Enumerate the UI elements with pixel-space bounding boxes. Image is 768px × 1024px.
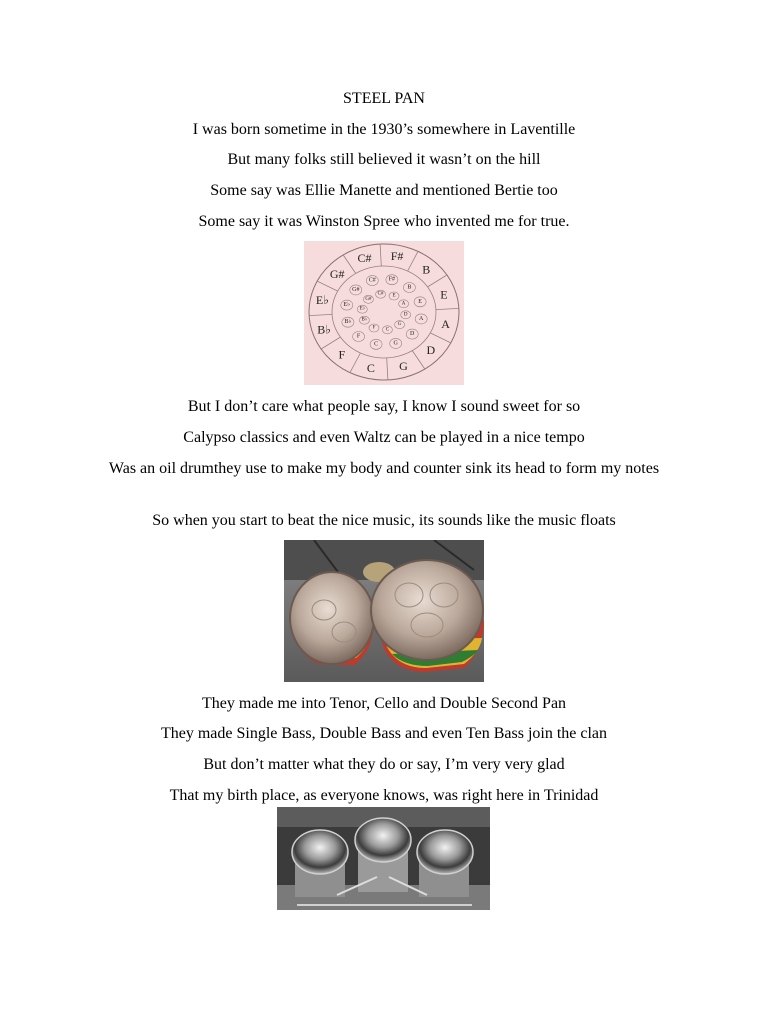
poem-line: Calypso classics and even Waltz can be played in a nice tempo: [183, 429, 585, 446]
poem-line: But don’t matter what they do or say, I’m very very glad: [203, 756, 565, 773]
center-note-label: A: [401, 301, 406, 307]
poem-line: They made Single Bass, Double Bass and even Ten Bass join the clan: [160, 725, 608, 742]
outer-note-label: G#: [329, 266, 345, 281]
center-note-label: C#: [377, 291, 384, 297]
center-note-label: B♭: [361, 317, 368, 323]
inner-note-label: F#: [388, 276, 396, 283]
diagram-divider: [430, 333, 451, 343]
diagram-divider: [309, 314, 332, 315]
outer-note-label: C: [366, 360, 375, 375]
poem-line: Some say it was Winston Spree who invented me for true.: [198, 213, 570, 230]
outer-note-label: F#: [390, 249, 404, 264]
tenor-pans-illustration: [284, 540, 484, 682]
outer-note-label: A: [441, 316, 450, 331]
outer-note-label: E: [440, 287, 448, 302]
poem-line: But many folks still believed it wasn’t on the hill: [227, 151, 541, 168]
cello-pans-illustration: [277, 807, 490, 910]
inner-note-label: E♭: [343, 302, 351, 309]
poem-line: I was born sometime in the 1930’s somewhere in Laventille: [192, 121, 576, 138]
diagram-divider: [412, 351, 425, 369]
tenor-pans-photo: [284, 540, 484, 682]
diagram-divider: [343, 255, 356, 273]
center-note-label: C: [385, 327, 390, 333]
inner-note-label: G#: [352, 286, 360, 293]
diagram-divider: [428, 275, 447, 287]
center-note-label: E♭: [359, 306, 366, 312]
inner-note-label: G: [393, 340, 398, 347]
note-diagram-svg: [304, 241, 464, 385]
poem-line: They made me into Tenor, Cello and Double Second Pan: [201, 695, 567, 712]
poem-line: Was an oil drumthey use to make my body and counter sink its head to form my notes: [108, 460, 660, 477]
inner-note-label: E: [418, 298, 422, 305]
outer-note-label: E♭: [315, 293, 329, 308]
inner-note-label: C: [374, 341, 379, 348]
diagram-divider: [436, 308, 459, 309]
center-note-label: D: [403, 312, 408, 318]
diagram-divider: [317, 281, 338, 291]
poem-line: But I don’t care what people say, I know I sound sweet for so: [187, 398, 581, 415]
outer-note-label: B: [422, 262, 431, 277]
center-note-label: G: [397, 322, 402, 328]
poem-line: Some say was Ellie Manette and mentioned Bertie too: [210, 182, 558, 199]
diagram-divider: [380, 244, 381, 266]
steel-pan-note-diagram: [304, 241, 464, 385]
inner-note-label: D: [410, 331, 415, 338]
inner-note-label: B♭: [344, 319, 352, 326]
center-note-label: G#: [365, 296, 372, 302]
inner-note-label: C#: [368, 277, 376, 284]
outer-note-label: B♭: [317, 322, 331, 337]
outer-note-label: F: [338, 347, 346, 362]
center-note-label: F: [372, 325, 376, 331]
diagram-divider: [350, 353, 360, 373]
poem-title: STEEL PAN: [343, 90, 425, 107]
diagram-divider: [387, 358, 388, 380]
outer-note-label: D: [426, 343, 436, 358]
diagram-divider: [408, 251, 418, 271]
poem-line: So when you start to beat the nice music, its sounds like the music floats: [152, 512, 616, 529]
inner-note-label: A: [419, 315, 424, 322]
center-note-label: E: [392, 293, 396, 299]
outer-note-label: G: [399, 359, 408, 374]
inner-note-label: B: [407, 284, 412, 291]
triple-cello-pans-photo: [277, 807, 490, 910]
outer-note-label: C#: [357, 250, 372, 265]
poem-line: That my birth place, as everyone knows, was right here in Trinidad: [169, 787, 599, 804]
inner-note-label: F: [356, 333, 361, 340]
